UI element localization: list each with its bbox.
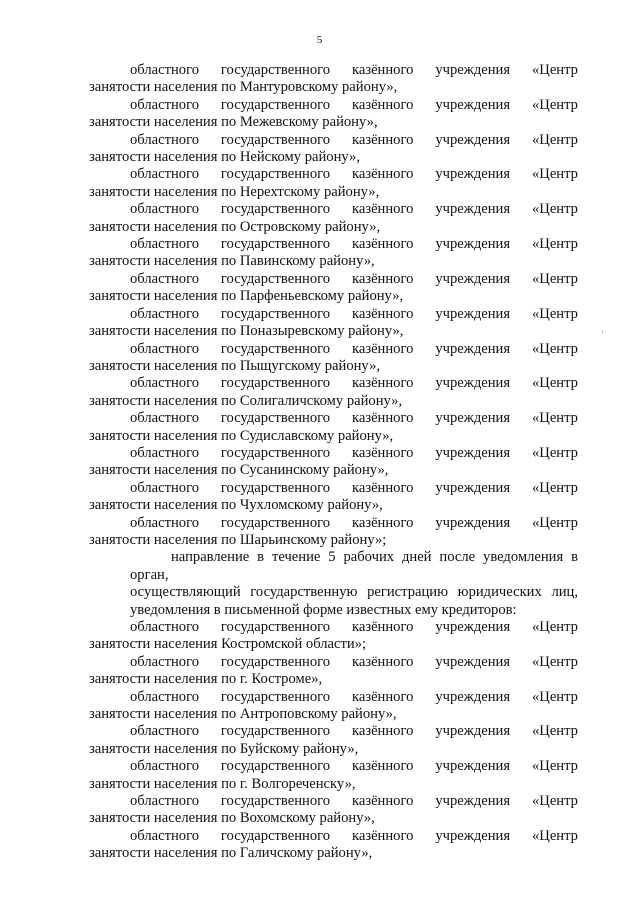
entry-word: казённого <box>351 96 414 113</box>
entry-word: государственного <box>220 793 331 810</box>
entry-word: «Центр <box>531 375 578 392</box>
entry-word: учреждения <box>435 410 511 427</box>
entry-line-name: занятости населения по Павинскому району», <box>89 253 375 270</box>
entry-word: государственного <box>220 444 331 461</box>
list-item <box>89 515 578 550</box>
entry-word: «Центр <box>531 479 578 496</box>
notice-paragraph <box>89 549 578 619</box>
entry-line-name: занятости населения по Вохомскому району», <box>89 810 375 827</box>
entry-word: областного <box>130 688 199 705</box>
entry-line-institution <box>89 166 578 183</box>
notice-line-1: направление в течение 5 рабочих дней после уведомления в орган, <box>130 549 578 583</box>
entry-word: «Центр <box>531 653 578 670</box>
entry-word: государственного <box>220 375 331 392</box>
entry-word: казённого <box>351 793 414 810</box>
entry-word: областного <box>130 827 199 844</box>
entry-word: учреждения <box>435 479 511 496</box>
list-item <box>89 341 578 376</box>
list-item <box>89 619 578 654</box>
entry-word: государственного <box>220 479 331 496</box>
list-item <box>89 654 578 689</box>
entry-word: казённого <box>351 514 414 531</box>
entry-word: «Центр <box>531 201 578 218</box>
entry-line-name: занятости населения по Чухломскому району», <box>89 497 383 514</box>
entry-line-institution <box>89 132 578 149</box>
entry-word: учреждения <box>435 96 511 113</box>
entry-word: областного <box>130 236 199 253</box>
entry-line-name: занятости населения по Межевскому району», <box>89 114 378 131</box>
list-item <box>89 236 578 271</box>
list-item <box>89 306 578 341</box>
entry-word: областного <box>130 166 199 183</box>
entry-word: «Центр <box>531 410 578 427</box>
entry-line-name: занятости населения по Антроповскому району», <box>89 706 397 723</box>
entry-line-name: занятости населения по г. Костроме», <box>89 671 323 688</box>
list-item <box>89 132 578 167</box>
entry-line-name: занятости населения по Парфеньевскому району», <box>89 288 404 305</box>
entry-word: «Центр <box>531 793 578 810</box>
entry-word: «Центр <box>531 758 578 775</box>
entry-line-institution <box>89 62 578 79</box>
entry-line-name: занятости населения по Нерехтскому району», <box>89 183 380 200</box>
entry-word: учреждения <box>435 758 511 775</box>
entry-line-name: занятости населения по Поназыревскому району», <box>89 323 404 340</box>
entry-line-name: занятости населения по Галичскому району», <box>89 845 373 862</box>
entry-word: учреждения <box>435 270 511 287</box>
entry-word: «Центр <box>531 305 578 322</box>
entry-word: «Центр <box>531 340 578 357</box>
entry-list-second <box>89 619 578 863</box>
list-item <box>89 445 578 480</box>
entry-word: учреждения <box>435 131 511 148</box>
list-item <box>89 97 578 132</box>
entry-line-institution <box>89 619 578 636</box>
entry-word: областного <box>130 62 199 78</box>
entry-word: казённого <box>351 340 414 357</box>
entry-word: учреждения <box>435 62 511 78</box>
list-item <box>89 62 578 97</box>
list-item <box>89 758 578 793</box>
entry-word: областного <box>130 305 199 322</box>
entry-line-institution <box>89 341 578 358</box>
entry-word: государственного <box>220 514 331 531</box>
entry-word: казённого <box>351 201 414 218</box>
entry-line-institution <box>89 515 578 532</box>
entry-word: областного <box>130 793 199 810</box>
notice-line-3: уведомления в письменной форме известных ему кредиторов: <box>130 601 517 618</box>
entry-line-name: занятости населения по Шарьинскому району»; <box>89 531 387 548</box>
entry-word: казённого <box>351 653 414 670</box>
entry-word: областного <box>130 653 199 670</box>
entry-word: казённого <box>351 305 414 322</box>
entry-word: учреждения <box>435 827 511 844</box>
entry-word: учреждения <box>435 375 511 392</box>
entry-word: государственного <box>220 236 331 253</box>
entry-line-institution <box>89 445 578 462</box>
entry-word: учреждения <box>435 340 511 357</box>
entry-word: областного <box>130 270 199 287</box>
entry-word: государственного <box>220 131 331 148</box>
document-body <box>89 62 578 863</box>
entry-word: государственного <box>220 166 331 183</box>
entry-word: областного <box>130 96 199 113</box>
entry-word: казённого <box>351 131 414 148</box>
entry-word: учреждения <box>435 305 511 322</box>
entry-line-name: занятости населения Костромской области»; <box>89 636 367 653</box>
entry-word: государственного <box>220 96 331 113</box>
list-item <box>89 828 578 863</box>
entry-word: казённого <box>351 758 414 775</box>
entry-word: учреждения <box>435 619 511 635</box>
entry-word: государственного <box>220 62 331 78</box>
entry-word: «Центр <box>531 131 578 148</box>
notice-line-2: осуществляющий государственную регистрацию юридических лиц, <box>130 584 578 601</box>
entry-word: областного <box>130 514 199 531</box>
entry-word: «Центр <box>531 723 578 740</box>
entry-line-institution <box>89 97 578 114</box>
entry-line-institution <box>89 236 578 253</box>
entry-line-institution <box>89 828 578 845</box>
entry-word: учреждения <box>435 444 511 461</box>
page-number: 5 <box>316 34 323 46</box>
entry-word: казённого <box>351 444 414 461</box>
entry-word: казённого <box>351 62 414 78</box>
entry-word: «Центр <box>531 62 578 78</box>
entry-line-name: занятости населения по Буйскому району», <box>89 740 359 757</box>
list-item <box>89 271 578 306</box>
entry-word: казённого <box>351 236 414 253</box>
list-item <box>89 410 578 445</box>
entry-line-institution <box>89 480 578 497</box>
entry-line-institution <box>89 758 578 775</box>
entry-word: учреждения <box>435 688 511 705</box>
list-item <box>89 723 578 758</box>
entry-word: областного <box>130 410 199 427</box>
entry-word: учреждения <box>435 514 511 531</box>
entry-word: областного <box>130 619 199 635</box>
entry-word: государственного <box>220 410 331 427</box>
entry-word: учреждения <box>435 723 511 740</box>
list-item <box>89 480 578 515</box>
entry-word: учреждения <box>435 236 511 253</box>
entry-word: казённого <box>351 375 414 392</box>
list-item <box>89 689 578 724</box>
entry-word: государственного <box>220 305 331 322</box>
entry-line-institution <box>89 793 578 810</box>
entry-word: учреждения <box>435 201 511 218</box>
entry-word: государственного <box>220 827 331 844</box>
entry-word: государственного <box>220 340 331 357</box>
entry-word: казённого <box>351 410 414 427</box>
entry-word: казённого <box>351 619 414 635</box>
entry-word: «Центр <box>531 827 578 844</box>
entry-word: областного <box>130 479 199 496</box>
entry-line-institution <box>89 689 578 706</box>
entry-line-institution <box>89 201 578 218</box>
entry-word: государственного <box>220 653 331 670</box>
list-item <box>89 166 578 201</box>
entry-word: областного <box>130 444 199 461</box>
entry-word: казённого <box>351 166 414 183</box>
entry-line-name: занятости населения по Судиславскому району», <box>89 427 394 444</box>
entry-word: казённого <box>351 270 414 287</box>
entry-word: «Центр <box>531 166 578 183</box>
entry-list-first <box>89 62 578 549</box>
entry-word: «Центр <box>531 444 578 461</box>
entry-word: областного <box>130 340 199 357</box>
entry-word: «Центр <box>531 270 578 287</box>
entry-word: областного <box>130 131 199 148</box>
entry-line-institution <box>89 271 578 288</box>
entry-line-name: занятости населения по Солигаличскому району», <box>89 392 403 409</box>
entry-word: областного <box>130 723 199 740</box>
entry-word: государственного <box>220 758 331 775</box>
entry-word: областного <box>130 201 199 218</box>
entry-word: «Центр <box>531 688 578 705</box>
entry-word: областного <box>130 758 199 775</box>
entry-word: государственного <box>220 723 331 740</box>
entry-line-name: занятости населения по Пыщугскому району», <box>89 357 381 374</box>
entry-word: казённого <box>351 479 414 496</box>
entry-word: казённого <box>351 827 414 844</box>
entry-word: учреждения <box>435 653 511 670</box>
entry-line-name: занятости населения по Нейскому району», <box>89 149 360 166</box>
entry-word: учреждения <box>435 166 511 183</box>
entry-word: областного <box>130 375 199 392</box>
entry-word: учреждения <box>435 793 511 810</box>
entry-word: казённого <box>351 688 414 705</box>
entry-word: «Центр <box>531 514 578 531</box>
entry-word: государственного <box>220 619 331 635</box>
entry-word: казённого <box>351 723 414 740</box>
entry-line-name: занятости населения по Сусанинскому району», <box>89 462 389 479</box>
list-item <box>89 201 578 236</box>
entry-line-institution <box>89 723 578 740</box>
entry-line-name: занятости населения по Островскому району», <box>89 218 381 235</box>
entry-line-institution <box>89 654 578 671</box>
entry-word: «Центр <box>531 619 578 635</box>
entry-line-name: занятости населения по Мантуровскому району», <box>89 79 398 96</box>
entry-line-institution <box>89 375 578 392</box>
entry-word: государственного <box>220 688 331 705</box>
entry-line-institution <box>89 410 578 427</box>
entry-word: государственного <box>220 270 331 287</box>
entry-word: «Центр <box>531 96 578 113</box>
entry-word: «Центр <box>531 236 578 253</box>
entry-line-institution <box>89 306 578 323</box>
entry-line-name: занятости населения по г. Волгореченску», <box>89 775 356 792</box>
entry-word: государственного <box>220 201 331 218</box>
list-item <box>89 375 578 410</box>
scan-artifact <box>602 330 603 333</box>
list-item <box>89 793 578 828</box>
